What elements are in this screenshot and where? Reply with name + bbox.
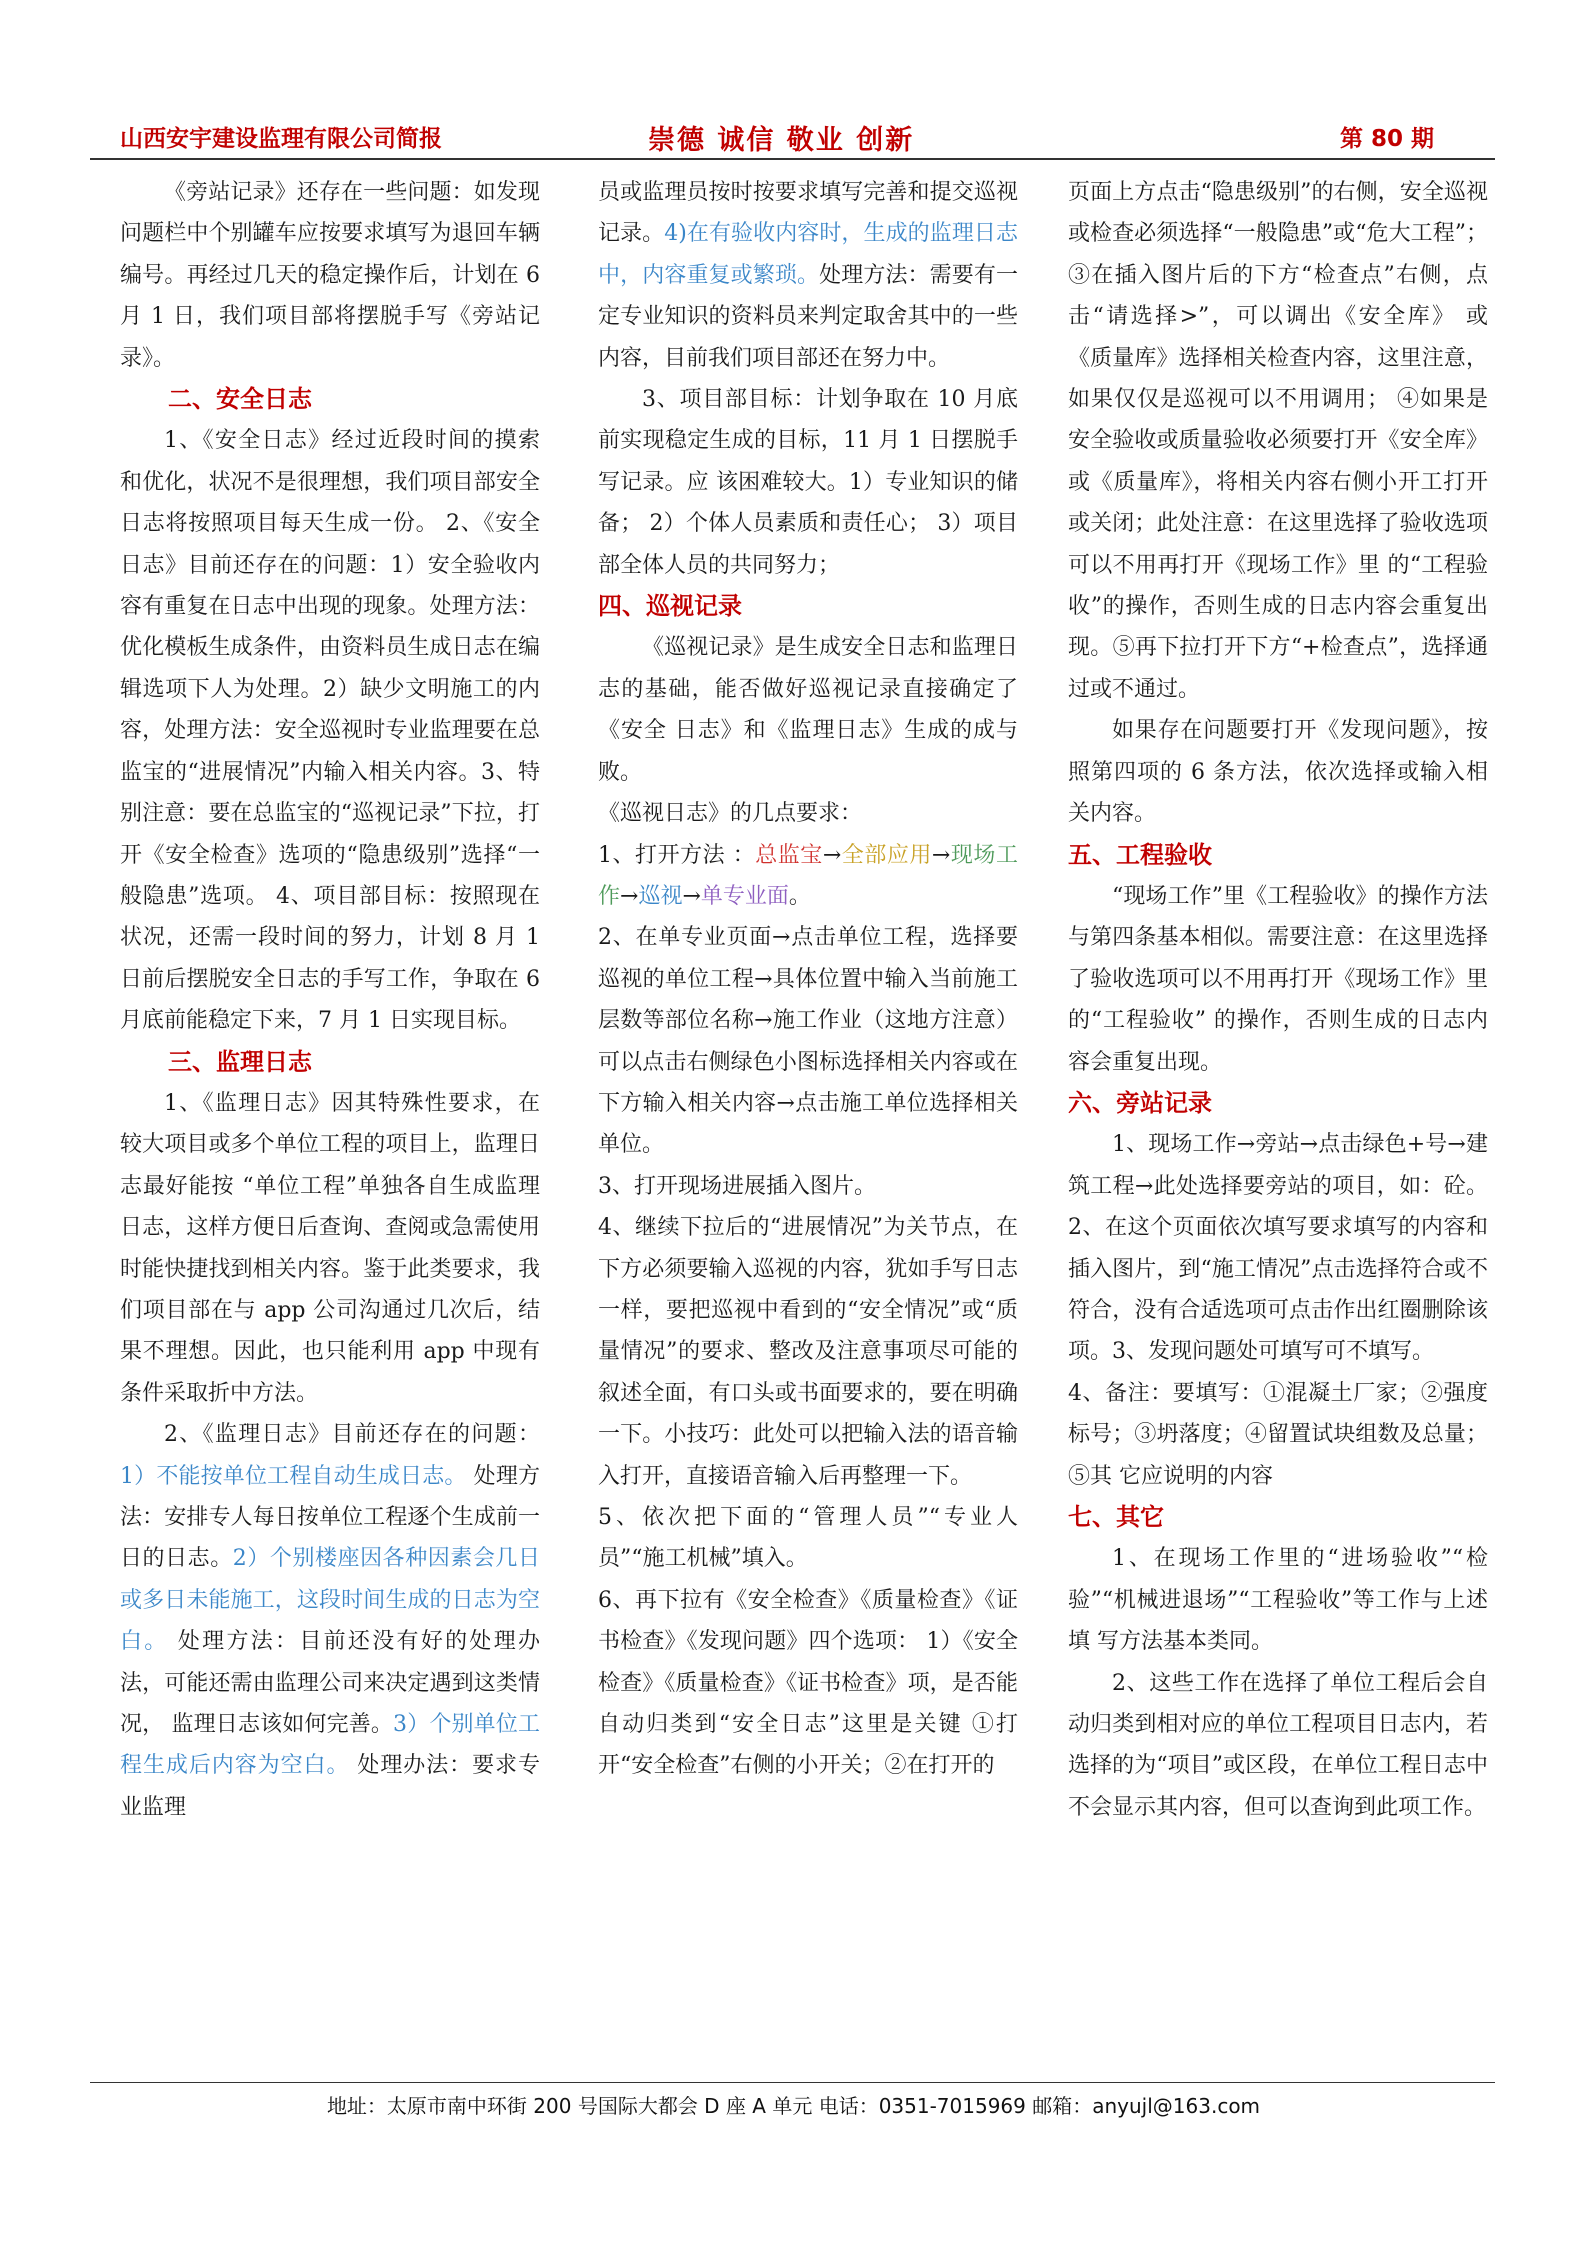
section-heading-patrol-record: 四、巡视记录 bbox=[598, 592, 742, 621]
section-heading-supervision-log: 三、监理日志 bbox=[168, 1047, 312, 1076]
text-run: 2、《监理日志》目前还存在的问题： bbox=[164, 1422, 540, 1448]
paragraph: 1、《安全日志》经过近段时间的摸索和优化，状况不是很理想，我们项目部安全日志将按照项目每天生成一份。 2、《安全日志》目前还存在的问题：1）安全验收内容有重复在日志中出现的现象。处理方法：优化模板生成条件，由资料员生成日志在编辑选项下人为处理。2）缺少文明施工的内容，处理方法：安全巡视时专业监理要在总监宝的“进展情况”内输入相关内容。3、特别注意：要在总监宝的“巡视记录”下拉，打开《安全检查》选项的“隐患级别”选择“一般隐患”选项。 4、项目部目标：按照现在状况，还需一段时间的努力，计划 8 月 1 日前后摆脱安全日志的手写工作，争取在 6 月底前能稳定下来，7 月 1 日实现目标。 bbox=[120, 428, 540, 1034]
paragraph: 6、再下拉有《安全检查》《质量检查》《证书检查》《发现问题》四个选项： 1）《安全检查》《质量检查》《证书检查》项，是否能自动归类到“安全日志”这里是关键 ①打开“安全检查”右侧的小开关；②在打开的 bbox=[598, 1587, 1018, 1779]
section-heading-other: 七、其它 bbox=[1068, 1503, 1164, 1531]
header-divider bbox=[90, 158, 1495, 160]
path-step: 巡视 bbox=[638, 883, 683, 909]
text-run: 处理方法：目前还没有好的处理办法，可能还需由监理公司来决定遇到这类情况， 监理日志该如何完善。 bbox=[120, 1629, 540, 1738]
section-heading-acceptance: 五、工程验收 bbox=[1068, 840, 1212, 869]
paragraph: “现场工作”里《工程验收》的操作方法与第四条基本相似。需要注意：在这里选择了验收选项可以不用再打开《现场工作》里的“工程验收” 的操作，否则生成的日志内容会重复出现。 bbox=[1068, 883, 1488, 1075]
paragraph-navigation-path: 1、打开方法 ：总监宝→全部应用→现场工作→巡视→单专业面。 bbox=[598, 842, 1018, 909]
paragraph: 《巡视记录》是生成安全日志和监理日志的基础，能否做好巡视记录直接确定了《安全 日志》和《监理日志》生成的成与败。 bbox=[598, 635, 1018, 785]
highlighted-issue: 1）不能按单位工程自动生成日志。 bbox=[120, 1463, 467, 1489]
path-step: 现场工作 bbox=[598, 842, 1018, 909]
highlighted-issue: 3）个别单位工程生成后内容为空白。 bbox=[120, 1712, 540, 1779]
paragraph: 1、现场工作→旁站→点击绿色+号→建筑工程→此处选择要旁站的项目，如：砼。2、在这个页面依次填写要求填写的内容和插入图片，到“施工情况”点击选择符合或不符合，没有合适选项可点击作出红圈删除该项。3、发现问题处可填写可不填写。 bbox=[1068, 1132, 1488, 1365]
paragraph: 页面上方点击“隐患级别”的右侧，安全巡视或检查必须选择“一般隐患”或“危大工程”； ③在插入图片后的下方“检查点”右侧，点击“请选择>”，可以调出《安全库》 或《质量库》选择相关检查内容，这里注意，如果仅仅是巡视可以不用调用； ④如果是安全验收或质量验收必须要打开《安全库》或《质量库》，将相关内容右侧小开工打开或关闭；此处注意：在这里选择了验收选项可以不用再打开《现场工作》里 的“工程验收”的操作，否则生成的日志内容会重复出现。⑤再下拉打开下方“+检查点”，选择通过或不通过。 bbox=[1068, 180, 1488, 702]
text-run: 处理办法：要求专业监理 bbox=[120, 1753, 540, 1820]
path-step: 总监宝 bbox=[755, 842, 823, 868]
section-heading-side-station: 六、旁站记录 bbox=[1068, 1088, 1212, 1117]
column-3 bbox=[1068, 172, 1488, 2072]
column-1 bbox=[120, 172, 540, 2072]
paragraph: 1、在现场工作里的“进场验收”“检验”“机械进退场”“工程验收”等工作与上述填 写方法基本类同。 bbox=[1068, 1546, 1488, 1655]
column-2 bbox=[598, 172, 1018, 2072]
section-heading-safety-log: 二、安全日志 bbox=[168, 385, 312, 414]
text-run: 处理方法：安排专人每日按单位工程逐个生成前一日的日志。 bbox=[120, 1463, 540, 1572]
paragraph: 2、在单专业页面→点击单位工程，选择要巡视的单位工程→具体位置中输入当前施工层数等部位名称→施工作业（这地方注意）可以点击右侧绿色小图标选择相关内容或在下方输入相关内容→点击施工单位选择相关单位。 bbox=[598, 925, 1018, 1158]
paragraph: 4、备注：要填写：①混凝土厂家；②强度标号；③坍落度；④留置试块组数及总量；⑤其 它应说明的内容 bbox=[1068, 1380, 1488, 1489]
paragraph: 5、依次把下面的“管理人员”“专业人员”“施工机械”填入。 bbox=[598, 1505, 1018, 1572]
text-run: 处理方法：需要有一定专业知识的资料员来判定取舍其中的一些内容，目前我们项目部还在努力中。 bbox=[598, 262, 1018, 371]
footer-divider bbox=[90, 2082, 1495, 2083]
paragraph bbox=[598, 172, 1018, 379]
company-motto: 崇德 诚信 敬业 创新 bbox=[648, 125, 915, 156]
paragraph: 如果存在问题要打开《发现问题》，按照第四项的 6 条方法，依次选择或输入相关内容。 bbox=[1068, 718, 1488, 827]
highlighted-issue: 2）个别楼座因各种因素会几日或多日未能施工，这段时间生成的日志为空白。 bbox=[120, 1546, 540, 1655]
footer-contact: 地址：太原市南中环街 200 号国际大都会 D 座 A 单元 电话：0351-7015969 邮箱：anyujl@163.com bbox=[326, 2094, 1261, 2118]
paragraph: 4、继续下拉后的“进展情况”为关节点，在下方必须要输入巡视的内容，犹如手写日志一样，要把巡视中看到的“安全情况”或“质量情况”的要求、整改及注意事项尽可能的叙述全面，有口头或书面要求的，要在明确一下。小技巧：此处可以把输入法的语音输入打开，直接语音输入后再整理一下。 bbox=[598, 1215, 1018, 1489]
paragraph: 3、项目部目标：计划争取在 10 月底前实现稳定生成的目标，11 月 1 日摆脱手写记录。应 该困难较大。1）专业知识的储备； 2）个体人员素质和责任心； 3）项目部全体人员的共同努力； bbox=[598, 387, 1018, 578]
page-header bbox=[0, 110, 1587, 158]
text-run: 。 bbox=[788, 883, 811, 909]
paragraph: 《旁站记录》还存在一些问题：如发现问题栏中个别罐车应按要求填写为退回车辆编号。再经过几天的稳定操作后，计划在 6 月 1 日，我们项目部将摆脱手写《旁站记录》。 bbox=[120, 180, 540, 371]
paragraph: 1、《监理日志》因其特殊性要求，在较大项目或多个单位工程的项目上，监理日志最好能按 “单位工程”单独各自生成监理日志，这样方便日后查询、查阅或急需使用时能快捷找到相关内容。鉴于此类要求，我们项目部在与 app 公司沟通过几次后，结果不理想。因此，也只能利用 app 中现有条件采取折中方法。 bbox=[120, 1090, 540, 1406]
paragraph: 2、这些工作在选择了单位工程后会自动归类到相对应的单位工程项目日志内，若选择的为“项目”或区段，在单位工程日志中不会显示其内容，但可以查询到此项工作。 bbox=[1068, 1670, 1488, 1820]
company-name: 山西安宇建设监理有限公司简报 bbox=[120, 126, 442, 152]
path-step: 单专业面 bbox=[700, 883, 789, 909]
paragraph: 《巡视日志》的几点要求： bbox=[598, 801, 863, 827]
text-run: 员或监理员按时按要求填写完善和提交巡视记录。 bbox=[598, 180, 1018, 247]
paragraph: 3、打开现场进展插入图片。 bbox=[598, 1173, 876, 1199]
highlighted-issue: 4)在有验收内容时，生成的监理日志中，内容重复或繁琐。 bbox=[598, 221, 1018, 288]
path-step: 全部应用 bbox=[841, 842, 932, 868]
issue-number: 第 80 期 bbox=[1340, 126, 1435, 152]
text-run: 1、打开方法 ： bbox=[598, 842, 756, 868]
paragraph bbox=[120, 1414, 540, 1828]
